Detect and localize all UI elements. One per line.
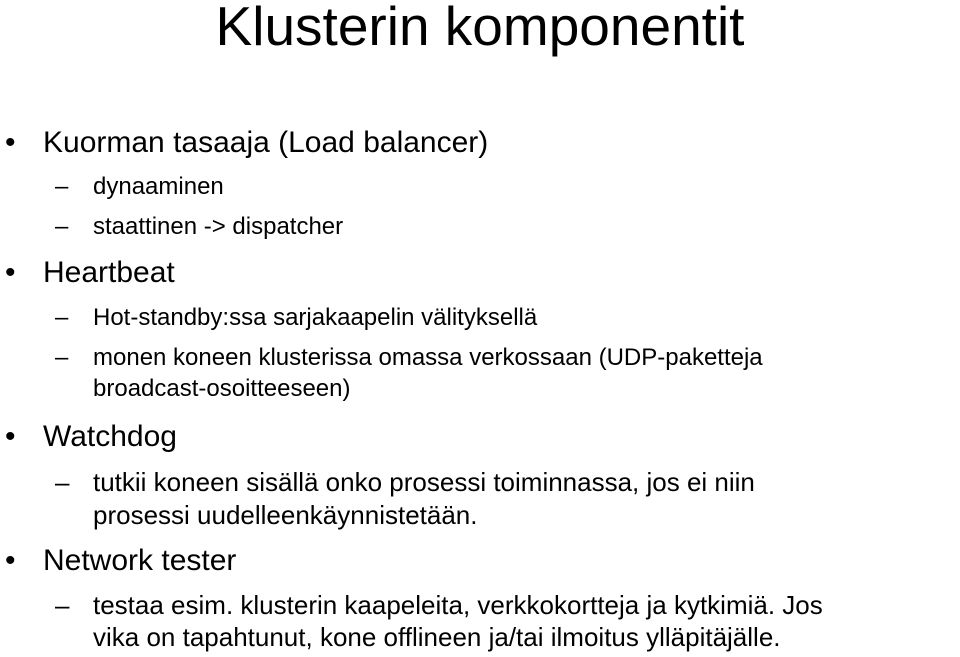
bullet-heading: Network tester xyxy=(43,544,237,577)
sub-item-text: prosessi uudelleenkäynnistetään. xyxy=(93,500,478,530)
sub-item-text: testaa esim. klusterin kaapeleita, verkkokortteja ja kytkimiä. Jos xyxy=(93,590,823,620)
bullet-heading: Heartbeat xyxy=(43,256,175,289)
sub-item-text: vika on tapahtunut, kone offlineen ja/tai ilmoitus ylläpitäjälle. xyxy=(93,622,781,652)
bullet-heading: Watchdog xyxy=(43,420,177,453)
sub-item-text: broadcast-osoitteeseen) xyxy=(93,375,351,402)
dash-icon: – xyxy=(55,467,70,497)
sub-item-text: tutkii koneen sisällä onko prosessi toiminnassa, jos ei niin xyxy=(93,467,755,497)
dash-icon: – xyxy=(55,344,69,371)
dash-icon: – xyxy=(55,304,69,331)
bullet-icon: • xyxy=(5,420,16,453)
bullet-icon: • xyxy=(5,126,16,159)
bullet-icon: • xyxy=(5,256,16,289)
bullet-heading: Kuorman tasaaja (Load balancer) xyxy=(43,126,489,159)
sub-item-text: Hot-standby:ssa sarjakaapelin välityksellä xyxy=(93,304,538,331)
sub-item-text: staattinen -> dispatcher xyxy=(93,213,344,240)
dash-icon: – xyxy=(55,213,69,240)
dash-icon: – xyxy=(55,590,70,620)
slide-title: Klusterin komponentit xyxy=(215,0,745,57)
sub-item-text: monen koneen klusterissa omassa verkossaan (UDP-paketteja xyxy=(93,344,763,371)
bullet-icon: • xyxy=(5,544,16,577)
sub-item-text: dynaaminen xyxy=(93,173,224,200)
dash-icon: – xyxy=(55,173,69,200)
